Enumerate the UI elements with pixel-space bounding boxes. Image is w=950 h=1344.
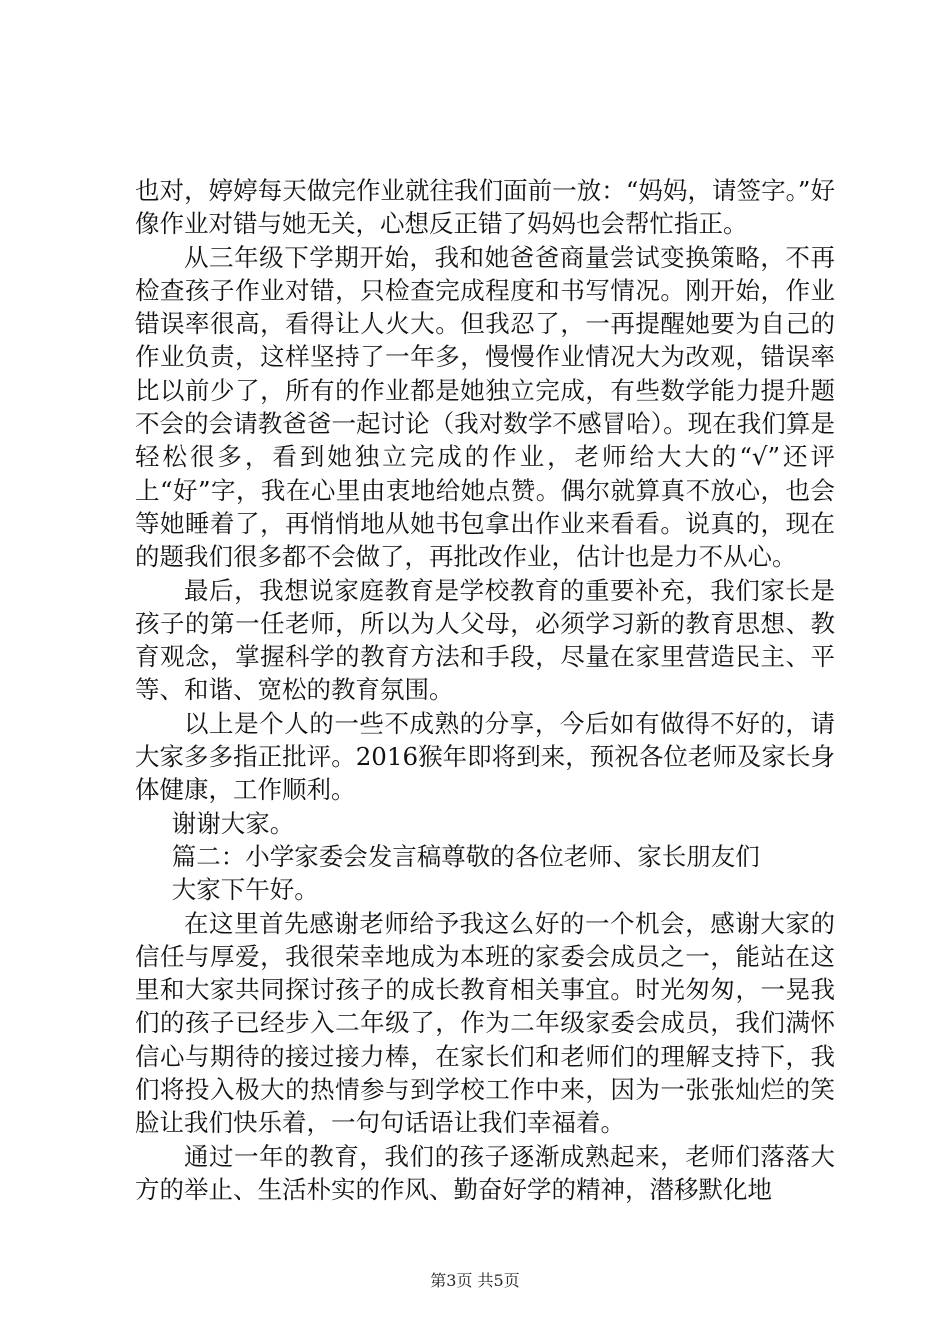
paragraph-closing-wishes: 以上是个人的一些不成熟的分享，今后如有做得不好的，请大家多多指正批评。2016猴年即将到来，预祝各位老师及家长身体健康，工作顺利。 (135, 708, 835, 805)
paragraph-thanks: 谢谢大家。 (171, 808, 295, 838)
paragraph-continued: 也对，婷婷每天做完作业就往我们面前一放：“妈妈，请签字。”好像作业对错与她无关，心想反正错了妈妈也会帮忙指正。 (135, 176, 835, 239)
document-body (135, 174, 835, 1206)
page-number-footer: 第3页 共5页 (430, 1271, 520, 1290)
paragraph-conclusion: 最后，我想说家庭教育是学校教育的重要补充，我们家长是孩子的第一任老师，所以为人父母，必须学习新的教育思想、教育观念，掌握科学的教育方法和手段，尽量在家里营造民主、平等、和谐、宽松的教育氛围。 (135, 575, 835, 705)
paragraph-greeting: 大家下午好。 (171, 875, 319, 905)
paragraph-strategy: 从三年级下学期开始，我和她爸爸商量尝试变换策略，不再检查孩子作业对错，只检查完成程度和书写情况。刚开始，作业错误率很高，看得让人火大。但我忍了，一再提醒她要为自己的作业负责，这样坚持了一年多，慢慢作业情况大为改观，错误率比以前少了，所有的作业都是她独立完成，有些数学能力提升题不会的会请教爸爸一起讨论（我对数学不感冒哈）。现在我们算是轻松很多，看到她独立完成的作业，老师给大大的“√”还评上“好”字，我在心里由衷地给她点赞。偶尔就算真不放心，也会等她睡着了，再悄悄地从她书包拿出作业来看看。说真的，现在的题我们很多都不会做了，再批改作业，估计也是力不从心。 (135, 242, 835, 572)
paragraph-introduction: 在这里首先感谢老师给予我这么好的一个机会，感谢大家的信任与厚爱，我很荣幸地成为本班的家委会成员之一，能站在这里和大家共同探讨孩子的成长教育相关事宜。时光匆匆，一晃我们的孩子已经步入二年级了，作为二年级家委会成员，我们满怀信心与期待的接过接力棒，在家长们和老师们的理解支持下，我们将投入极大的热情参与到学校工作中来，因为一张张灿烂的笑脸让我们快乐着，一句句话语让我们幸福着。 (135, 908, 835, 1138)
paragraph-education: 通过一年的教育，我们的孩子逐渐成熟起来，老师们落落大方的举止、生活朴实的作风、勤奋好学的精神，潜移默化地 (135, 1141, 835, 1204)
section-heading: 篇二：小学家委会发言稿尊敬的各位老师、家长朋友们 (171, 841, 760, 871)
